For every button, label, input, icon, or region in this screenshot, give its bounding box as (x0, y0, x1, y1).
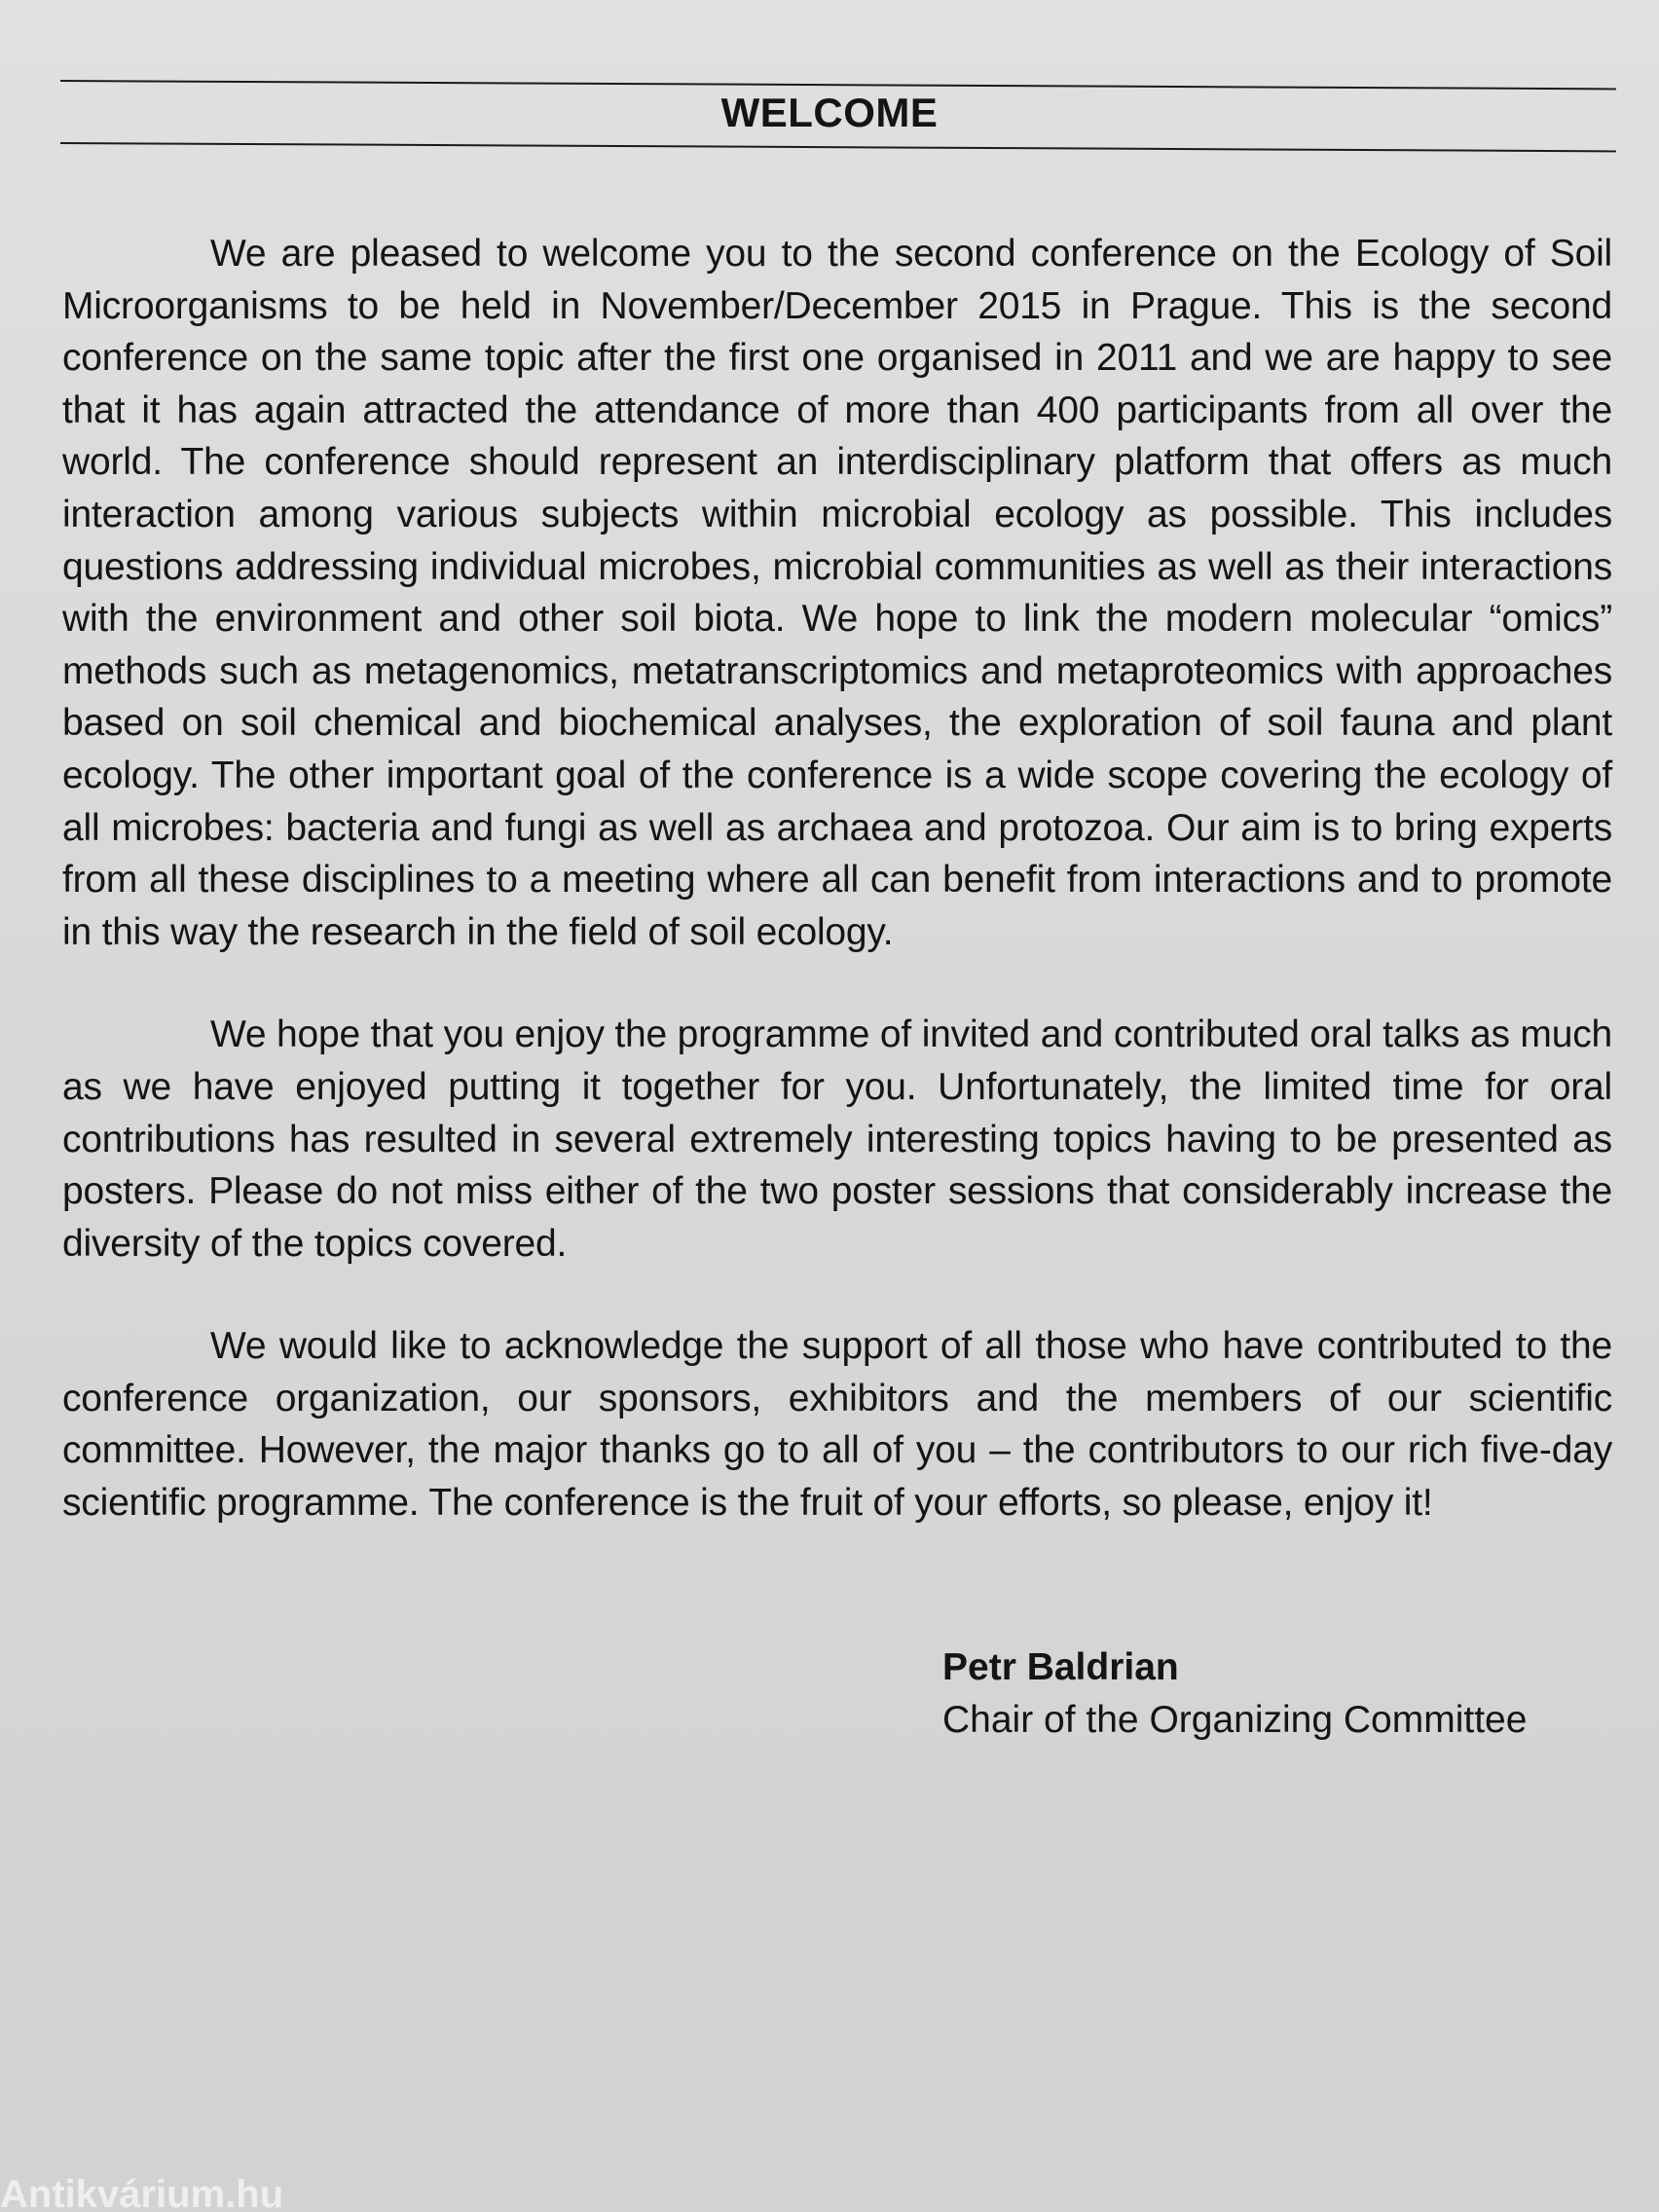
watermark-text: Antikvárium.hu (0, 2175, 284, 2212)
paragraph-1: We are pleased to welcome you to the second conference on the Ecology of Soil Microorganisms to be held in November/December 2015 in Prague. This is the second conference on the same topic after the first one organised in 2011 and we are happy to see that it has again attracted the attendance of more than 400 participants from all over the world. The conference should represent an interdisciplinary platform that offers as much interaction among various subjects within microbial ecology as possible. This includes questions addressing individual microbes, microbial communities as well as their interactions with the environment and other soil biota. We hope to link the modern molecular “omics” methods such as metagenomics, metatranscriptomics and metaproteomics with approaches based on soil chemical and biochemical analyses, the exploration of soil fauna and plant ecology. The other important goal of the conference is a wide scope covering the ecology of all microbes: bacteria and fungi as well as archaea and protozoa. Our aim is to bring experts from all these disciplines to a meeting where all can benefit from interactions and to promote in this way the research in the field of soil ecology. (62, 233, 1612, 953)
signature-block (942, 1641, 1527, 1747)
page-heading: WELCOME (720, 90, 939, 135)
welcome-body (62, 228, 1612, 1580)
paragraph-3: We would like to acknowledge the support of all those who have contributed to the conference organization, our sponsors, exhibitors and the members of our scientific committee. However, the major thanks go to all of you – the contributors to our rich five-day scientific programme. The conference is the fruit of your efforts, so please, enjoy it! (62, 1325, 1612, 1525)
bottom-rule (60, 142, 1616, 152)
paragraph-2: We hope that you enjoy the programme of invited and contributed oral talks as much as we have enjoyed putting it together for you. Unfortunately, the limited time for oral contributions has resulted in several extremely interesting topics having to be presented as posters. Please do not miss either of the two poster sessions that considerably increase the diversity of the topics covered. (62, 1014, 1612, 1265)
signature-role: Chair of the Organizing Committee (942, 1699, 1528, 1741)
signature-name: Petr Baldrian (942, 1646, 1179, 1688)
